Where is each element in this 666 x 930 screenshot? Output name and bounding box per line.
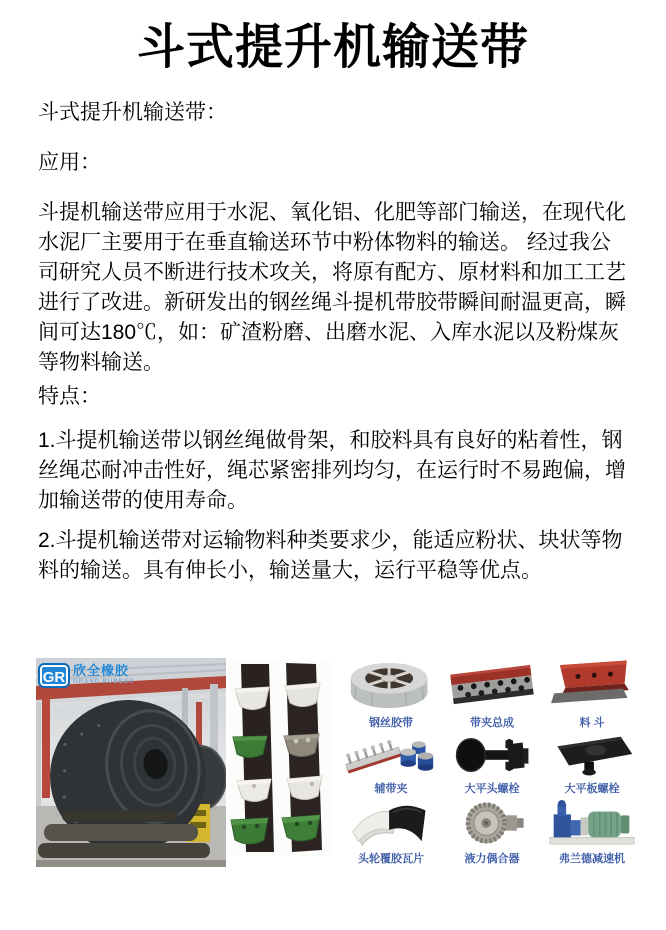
- product-label: 头轮覆胶瓦片: [358, 853, 424, 865]
- product-label: 辅带夹: [374, 783, 408, 795]
- belt-clamp-assembly-icon: [446, 658, 538, 712]
- steel-cord-belt-roll-icon: [345, 658, 437, 712]
- elevator-buckets-image: [229, 660, 333, 856]
- product-gallery: [0, 650, 666, 890]
- feature-item-1: 1.斗提机输送带以钢丝绳做骨架，和胶料具有良好的粘着性，钢丝绳芯耐冲击性好，绳芯紧密排列均匀，在运行时不易跑偏，增加输送带的使用寿命。: [38, 429, 626, 512]
- product-label: 钢丝胶带: [369, 717, 413, 729]
- product-card: [543, 658, 641, 730]
- logo-gr-icon: GR: [38, 663, 70, 688]
- factory-belt-roll-photo: [36, 658, 226, 867]
- flat-head-bolt-icon: [446, 732, 538, 778]
- hopper-icon: [546, 658, 638, 712]
- logo-text: [73, 663, 134, 686]
- grand-rubber-logo: [38, 663, 134, 688]
- product-card: [443, 658, 541, 730]
- product-name-line: 斗式提升机输送带：: [38, 101, 227, 124]
- product-card: [342, 658, 440, 730]
- logo-name-en: GRAND RUBBER: [73, 679, 135, 685]
- flat-plate-bolt-icon: [546, 732, 638, 778]
- product-card: [342, 798, 440, 866]
- product-label: 大平板螺栓: [564, 783, 620, 795]
- flender-reducer-icon: [546, 798, 638, 848]
- product-card: [342, 732, 440, 796]
- page-title: 斗式提升机输送带: [136, 21, 529, 74]
- product-label: 带夹总成: [470, 717, 514, 729]
- product-label: 料 斗: [579, 717, 605, 729]
- product-label: 液力偶合器: [464, 853, 520, 865]
- product-label: 弗兰德减速机: [559, 853, 625, 865]
- fluid-coupling-icon: [446, 798, 538, 848]
- factory-belt-roll-image: [36, 658, 226, 867]
- product-card: [443, 798, 541, 866]
- logo-name-cn: 欣全橡胶: [73, 663, 130, 678]
- application-heading: 应用：: [38, 151, 101, 174]
- features-heading: 特点：: [38, 385, 101, 408]
- product-card: [543, 732, 641, 796]
- feature-item-2: 2.斗提机输送带对运输物料种类要求少，能适应粉状、块状等物料的输送。具有伸长小，输送量大，运行平稳等优点。: [38, 529, 623, 582]
- product-label: 大平头螺栓: [464, 783, 520, 795]
- elevator-buckets-photo: [229, 660, 333, 856]
- product-card: [443, 732, 541, 796]
- application-paragraph: 斗提机输送带应用于水泥、氧化铝、化肥等部门输送，在现代化水泥厂主要用于在垂直输送环节中粉体物料的输送。 经过我公司研究人员不断进行技术攻关，将原有配方、原材料和加工工艺进行了改进。新研发出的钢丝绳斗提机带胶带瞬间耐温更高，瞬间可达180℃，如：矿渣粉磨、出磨水泥、入库水泥以及粉煤灰等物料输送。: [38, 201, 626, 374]
- pulley-rubber-lagging-tile-icon: [345, 798, 437, 848]
- product-card: [543, 798, 641, 866]
- auxiliary-belt-clamp-icon: [345, 732, 437, 778]
